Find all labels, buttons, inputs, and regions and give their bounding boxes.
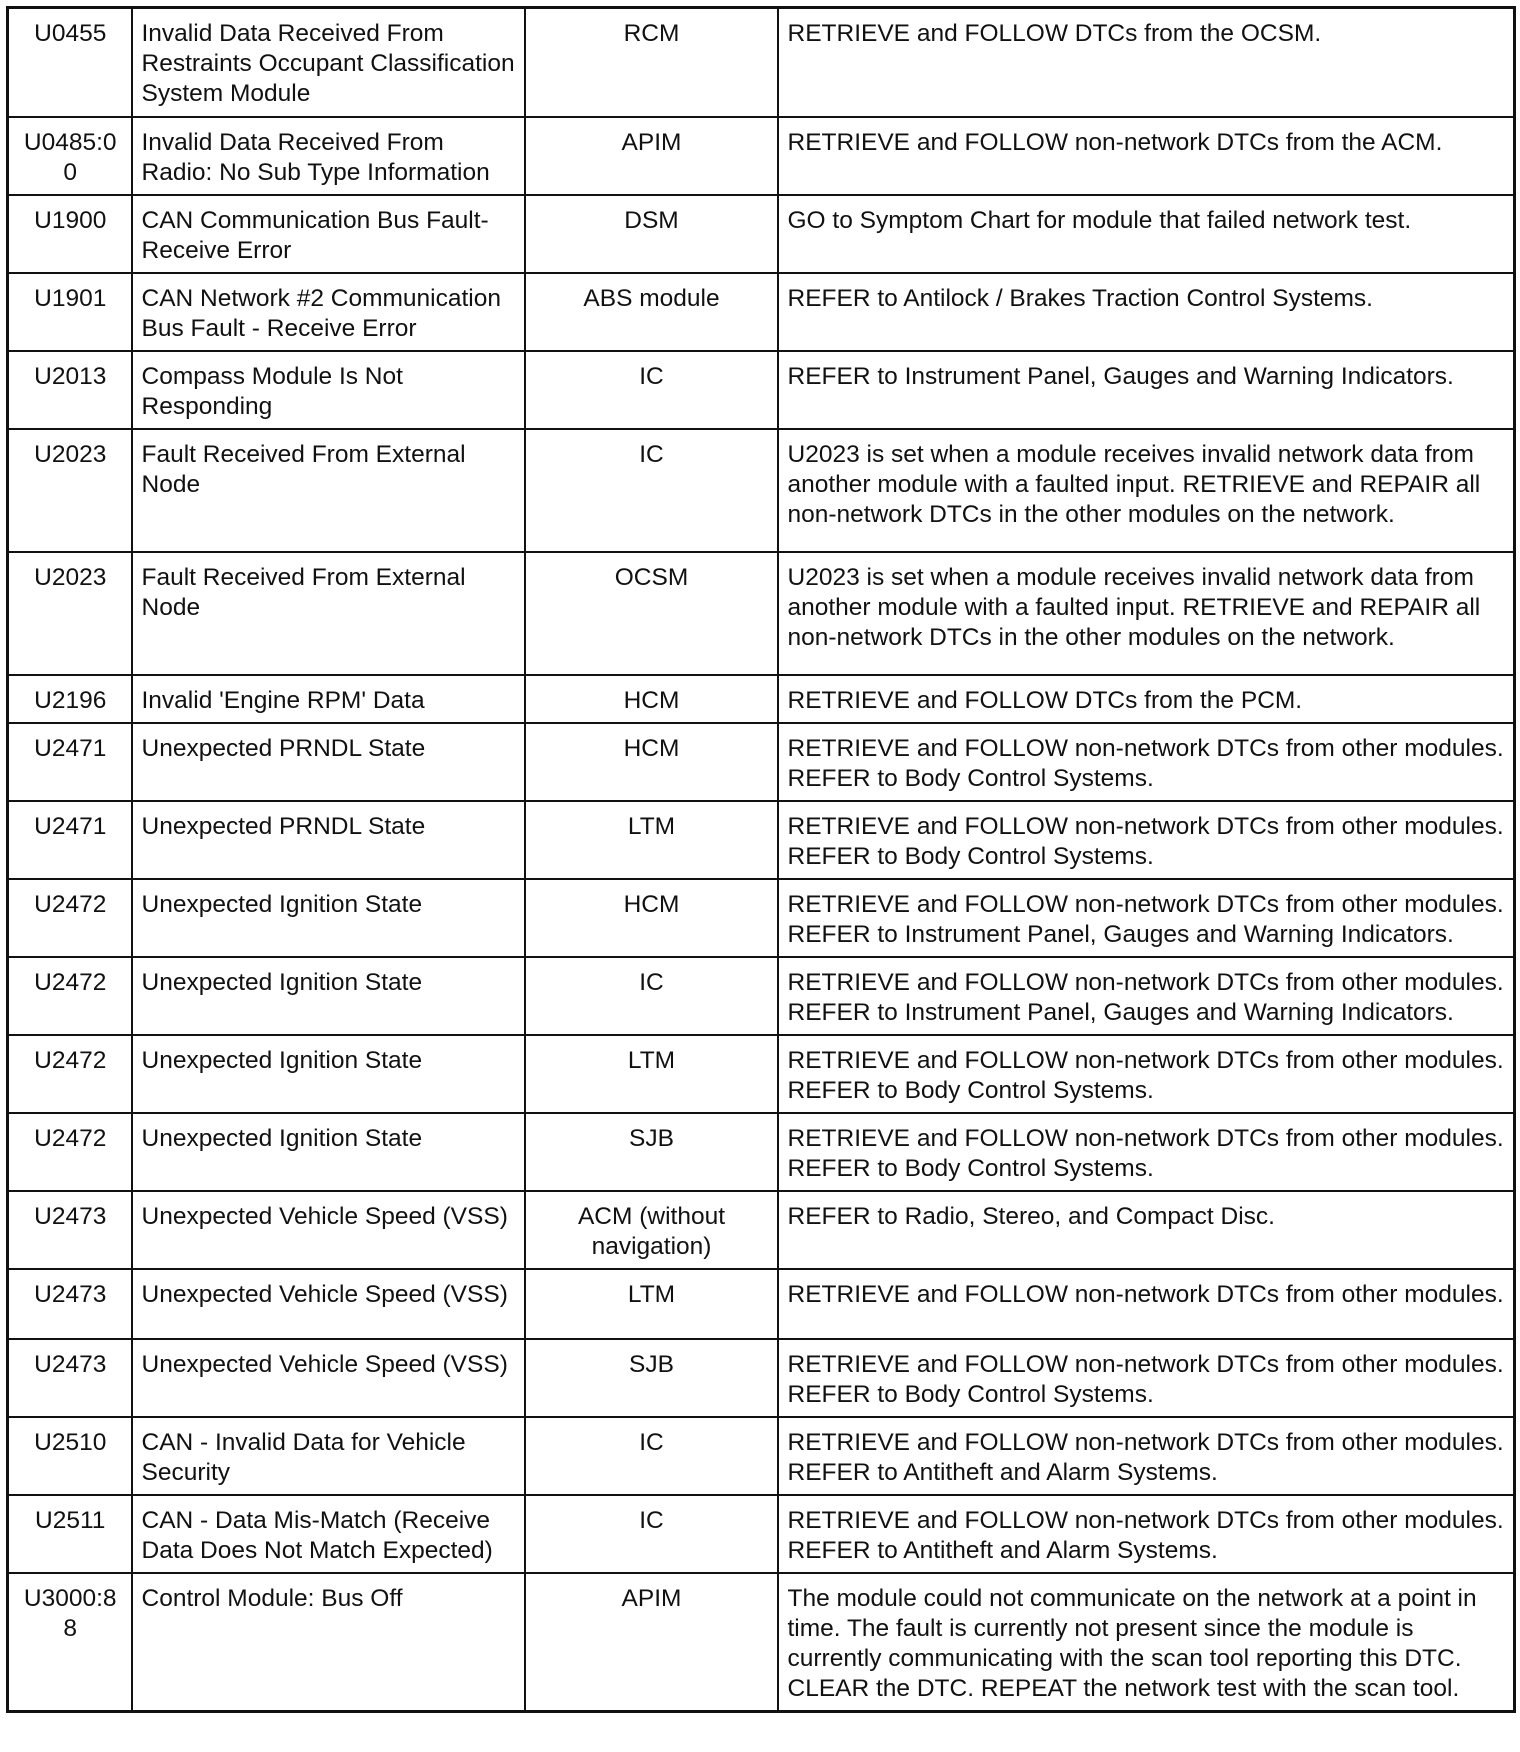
dtc-action-cell: RETRIEVE and FOLLOW non-network DTCs from other modules. REFER to Body Control Systems. — [778, 1035, 1515, 1113]
table-row — [8, 1113, 1515, 1191]
dtc-description-cell: CAN Network #2 Communication Bus Fault - Receive Error — [132, 273, 525, 351]
table-row — [8, 429, 1515, 552]
dtc-module-cell: ACM (without navigation) — [525, 1191, 778, 1269]
dtc-code-cell: U2473 — [8, 1191, 132, 1269]
dtc-code-cell: U2472 — [8, 879, 132, 957]
dtc-description-cell: Unexpected PRNDL State — [132, 801, 525, 879]
dtc-description-cell: Unexpected Ignition State — [132, 1035, 525, 1113]
table-row — [8, 1035, 1515, 1113]
dtc-module-cell: LTM — [525, 1269, 778, 1339]
table-row — [8, 879, 1515, 957]
dtc-description-cell: Unexpected PRNDL State — [132, 723, 525, 801]
dtc-description-cell: Invalid Data Received From Radio: No Sub Type Information — [132, 117, 525, 195]
dtc-action-cell: REFER to Instrument Panel, Gauges and Warning Indicators. — [778, 351, 1515, 429]
dtc-action-cell: RETRIEVE and FOLLOW non-network DTCs from other modules. REFER to Body Control Systems. — [778, 1339, 1515, 1417]
dtc-action-cell: RETRIEVE and FOLLOW non-network DTCs from the ACM. — [778, 117, 1515, 195]
dtc-module-cell: IC — [525, 351, 778, 429]
dtc-action-cell: REFER to Antilock / Brakes Traction Control Systems. — [778, 273, 1515, 351]
dtc-code-cell: U1901 — [8, 273, 132, 351]
dtc-code-cell: U2023 — [8, 552, 132, 675]
dtc-description-cell: Unexpected Vehicle Speed (VSS) — [132, 1269, 525, 1339]
dtc-code-cell: U2511 — [8, 1495, 132, 1573]
dtc-code-cell: U2013 — [8, 351, 132, 429]
table-row — [8, 552, 1515, 675]
dtc-description-cell: Unexpected Ignition State — [132, 957, 525, 1035]
dtc-module-cell: ABS module — [525, 273, 778, 351]
dtc-action-cell: RETRIEVE and FOLLOW non-network DTCs from other modules. REFER to Body Control Systems. — [778, 1113, 1515, 1191]
table-row — [8, 351, 1515, 429]
dtc-module-cell: HCM — [525, 675, 778, 723]
dtc-module-cell: IC — [525, 1417, 778, 1495]
dtc-module-cell: LTM — [525, 1035, 778, 1113]
dtc-table — [6, 6, 1516, 1713]
dtc-action-cell: RETRIEVE and FOLLOW non-network DTCs from other modules. REFER to Body Control Systems. — [778, 801, 1515, 879]
dtc-action-cell: The module could not communicate on the network at a point in time. The fault is currently not present since the module is currently communicating with the scan tool reporting this DTC. CLEAR the DTC. REPEAT the network test with the scan tool. — [778, 1573, 1515, 1712]
table-row — [8, 957, 1515, 1035]
table-row — [8, 273, 1515, 351]
dtc-description-cell: Control Module: Bus Off — [132, 1573, 525, 1712]
dtc-module-cell: SJB — [525, 1113, 778, 1191]
dtc-description-cell: Unexpected Vehicle Speed (VSS) — [132, 1191, 525, 1269]
dtc-code-cell: U1900 — [8, 195, 132, 273]
table-row — [8, 1495, 1515, 1573]
dtc-module-cell: SJB — [525, 1339, 778, 1417]
table-row — [8, 117, 1515, 195]
dtc-action-cell: U2023 is set when a module receives invalid network data from another module with a faulted input. RETRIEVE and REPAIR all non-network DTCs in the other modules on the network. — [778, 429, 1515, 552]
dtc-table-body — [8, 8, 1515, 1712]
dtc-code-cell: U2472 — [8, 957, 132, 1035]
dtc-description-cell: Invalid Data Received From Restraints Occupant Classification System Module — [132, 8, 525, 117]
table-row — [8, 8, 1515, 117]
dtc-module-cell: IC — [525, 1495, 778, 1573]
dtc-module-cell: IC — [525, 429, 778, 552]
dtc-action-cell: GO to Symptom Chart for module that failed network test. — [778, 195, 1515, 273]
dtc-code-cell: U2023 — [8, 429, 132, 552]
dtc-page — [6, 6, 1513, 1713]
dtc-action-cell: RETRIEVE and FOLLOW DTCs from the OCSM. — [778, 8, 1515, 117]
dtc-module-cell: APIM — [525, 1573, 778, 1712]
dtc-description-cell: CAN Communication Bus Fault-Receive Error — [132, 195, 525, 273]
dtc-code-cell: U2196 — [8, 675, 132, 723]
dtc-description-cell: Unexpected Ignition State — [132, 1113, 525, 1191]
dtc-module-cell: LTM — [525, 801, 778, 879]
dtc-description-cell: Unexpected Vehicle Speed (VSS) — [132, 1339, 525, 1417]
dtc-action-cell: U2023 is set when a module receives invalid network data from another module with a faulted input. RETRIEVE and REPAIR all non-network DTCs in the other modules on the network. — [778, 552, 1515, 675]
dtc-code-cell: U3000:88 — [8, 1573, 132, 1712]
dtc-description-cell: CAN - Invalid Data for Vehicle Security — [132, 1417, 525, 1495]
table-row — [8, 1339, 1515, 1417]
dtc-module-cell: HCM — [525, 723, 778, 801]
dtc-code-cell: U2510 — [8, 1417, 132, 1495]
dtc-code-cell: U0455 — [8, 8, 132, 117]
table-row — [8, 195, 1515, 273]
dtc-description-cell: Invalid 'Engine RPM' Data — [132, 675, 525, 723]
table-row — [8, 1269, 1515, 1339]
dtc-action-cell: RETRIEVE and FOLLOW DTCs from the PCM. — [778, 675, 1515, 723]
dtc-action-cell: RETRIEVE and FOLLOW non-network DTCs from other modules. — [778, 1269, 1515, 1339]
table-row — [8, 1191, 1515, 1269]
dtc-code-cell: U2473 — [8, 1269, 132, 1339]
table-row — [8, 1417, 1515, 1495]
dtc-module-cell: OCSM — [525, 552, 778, 675]
dtc-module-cell: APIM — [525, 117, 778, 195]
dtc-action-cell: RETRIEVE and FOLLOW non-network DTCs from other modules. REFER to Instrument Panel, Gauges and Warning Indicators. — [778, 879, 1515, 957]
dtc-module-cell: DSM — [525, 195, 778, 273]
dtc-action-cell: REFER to Radio, Stereo, and Compact Disc. — [778, 1191, 1515, 1269]
dtc-description-cell: CAN - Data Mis-Match (Receive Data Does Not Match Expected) — [132, 1495, 525, 1573]
table-row — [8, 675, 1515, 723]
dtc-description-cell: Unexpected Ignition State — [132, 879, 525, 957]
dtc-code-cell: U2471 — [8, 723, 132, 801]
dtc-action-cell: RETRIEVE and FOLLOW non-network DTCs from other modules. REFER to Instrument Panel, Gauges and Warning Indicators. — [778, 957, 1515, 1035]
dtc-code-cell: U0485:00 — [8, 117, 132, 195]
dtc-description-cell: Fault Received From External Node — [132, 429, 525, 552]
dtc-action-cell: RETRIEVE and FOLLOW non-network DTCs from other modules. REFER to Antitheft and Alarm Systems. — [778, 1417, 1515, 1495]
dtc-description-cell: Fault Received From External Node — [132, 552, 525, 675]
dtc-code-cell: U2473 — [8, 1339, 132, 1417]
table-row — [8, 723, 1515, 801]
dtc-action-cell: RETRIEVE and FOLLOW non-network DTCs from other modules. REFER to Antitheft and Alarm Systems. — [778, 1495, 1515, 1573]
dtc-module-cell: HCM — [525, 879, 778, 957]
dtc-module-cell: RCM — [525, 8, 778, 117]
dtc-module-cell: IC — [525, 957, 778, 1035]
dtc-code-cell: U2471 — [8, 801, 132, 879]
dtc-code-cell: U2472 — [8, 1113, 132, 1191]
dtc-description-cell: Compass Module Is Not Responding — [132, 351, 525, 429]
dtc-code-cell: U2472 — [8, 1035, 132, 1113]
table-row — [8, 801, 1515, 879]
dtc-action-cell: RETRIEVE and FOLLOW non-network DTCs from other modules. REFER to Body Control Systems. — [778, 723, 1515, 801]
table-row — [8, 1573, 1515, 1712]
